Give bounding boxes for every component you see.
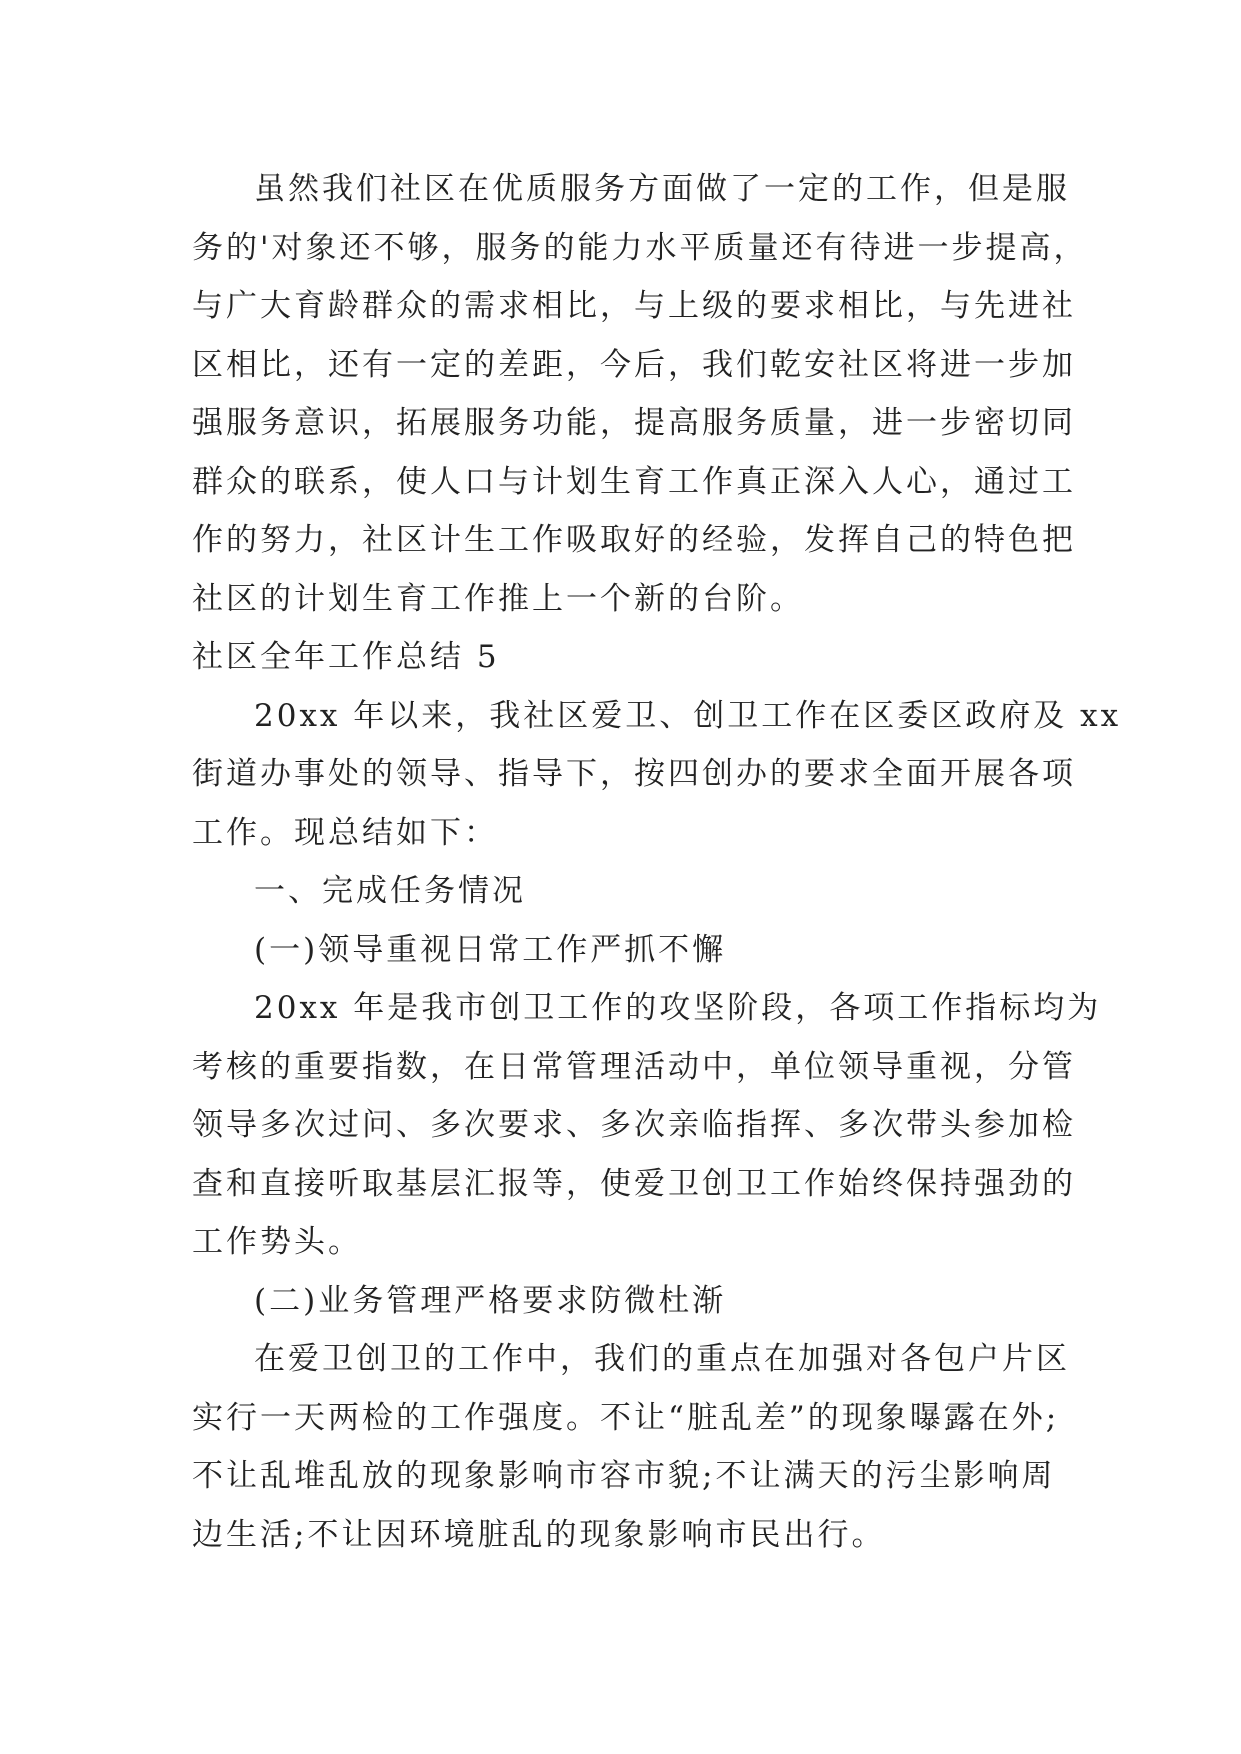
paragraph-line: 街道办事处的领导、指导下，按四创办的要求全面开展各项 bbox=[192, 756, 1076, 792]
document-body bbox=[192, 160, 1122, 1564]
paragraph-line: 考核的重要指数，在日常管理活动中，单位领导重视，分管 bbox=[192, 1048, 1076, 1085]
subheading: (二)业务管理严格要求防微杜渐 bbox=[254, 1282, 727, 1319]
paragraph-line: 查和直接听取基层汇报等，使爱卫创卫工作始终保持强劲的 bbox=[192, 1165, 1076, 1202]
paragraph-line: 工作。现总结如下： bbox=[192, 814, 498, 851]
paragraph-line: 虽然我们社区在优质服务方面做了一定的工作，但是服 bbox=[254, 171, 1070, 207]
paragraph-line: 强服务意识，拓展服务功能，提高服务质量，进一步密切同 bbox=[192, 405, 1076, 441]
paragraph-line: 作的努力，社区计生工作吸取好的经验，发挥自己的特色把 bbox=[192, 522, 1076, 558]
paragraph-line: 群众的联系，使人口与计划生育工作真正深入人心，通过工 bbox=[192, 463, 1076, 500]
paragraph-line: 工作势头。 bbox=[192, 1224, 362, 1260]
paragraph-line: 在爱卫创卫的工作中，我们的重点在加强对各包户片区 bbox=[254, 1341, 1070, 1377]
paragraph-line: 区相比，还有一定的差距，今后，我们乾安社区将进一步加 bbox=[192, 346, 1076, 383]
paragraph-line: 务的'对象还不够，服务的能力水平质量还有待进一步提高， bbox=[192, 229, 1088, 266]
section-title: 社区全年工作总结 5 bbox=[192, 639, 500, 675]
paragraph-line: 社区的计划生育工作推上一个新的台阶。 bbox=[192, 580, 804, 617]
paragraph-line: 与广大育龄群众的需求相比，与上级的要求相比，与先进社 bbox=[192, 288, 1076, 324]
paragraph-line: 不让乱堆乱放的现象影响市容市貌;不让满天的污尘影响周 bbox=[192, 1458, 1056, 1494]
paragraph-line: 实行一天两检的工作强度。不让“脏乱差”的现象曝露在外; bbox=[192, 1399, 1060, 1436]
subheading: (一)领导重视日常工作严抓不懈 bbox=[254, 931, 727, 968]
paragraph-line: 20xx 年是我市创卫工作的攻坚阶段，各项工作指标均为 bbox=[254, 990, 1102, 1026]
paragraph-line: 20xx 年以来，我社区爱卫、创卫工作在区委区政府及 xx bbox=[254, 697, 1122, 734]
subheading: 一、完成任务情况 bbox=[254, 873, 526, 909]
paragraph-line: 领导多次过问、多次要求、多次亲临指挥、多次带头参加检 bbox=[192, 1107, 1076, 1143]
paragraph-line: 边生活;不让因环境脏乱的现象影响市民出行。 bbox=[192, 1516, 886, 1553]
